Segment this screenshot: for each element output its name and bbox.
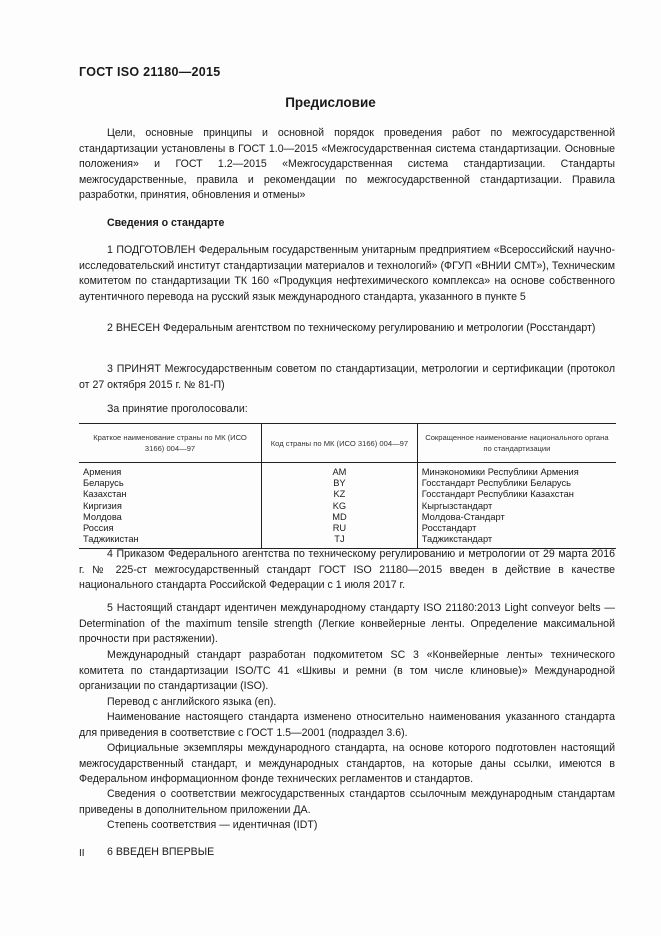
standards-body: Молдова-Стандарт (417, 512, 616, 523)
standards-body: Госстандарт Республики Казахстан (417, 489, 616, 500)
country-name: Таджикистан (79, 534, 262, 549)
table-row (79, 523, 616, 534)
country-name: Россия (83, 523, 114, 534)
paragraph-5f: Степень соответствия — идентичная (IDT) (107, 819, 318, 831)
country-name: Киргизия (83, 500, 122, 511)
country-code: BY (262, 478, 418, 489)
voting-table (79, 423, 616, 549)
table-row (79, 512, 616, 523)
paragraph-5b: Перевод с английского языка (en). (107, 696, 277, 708)
page-number: II (79, 848, 85, 859)
paragraph-4: 4 Приказом Федерального агентства по техническому регулированию и метрологии от 29 марта 2016 г. № 225-ст межгосударственный стандарт ГОСТ ISO 21180—2015 введен в действие в качестве национального стандарта Российской Федерации с 1 июля 2017 г. (79, 548, 615, 592)
table-header-cell: Краткое наименование страны по МК (ИСО 3166) 004—97 (79, 424, 262, 463)
standards-body: Госстандарт Республики Беларусь (417, 478, 616, 489)
country-name: Армения (83, 467, 122, 477)
paragraph-6: 6 ВВЕДЕН ВПЕРВЫЕ (107, 846, 215, 858)
country-code: TJ (262, 534, 418, 549)
country-name: Казахстан (83, 489, 127, 500)
table-row (79, 501, 616, 512)
table-row (79, 489, 616, 500)
paragraph-2: 2 ВНЕСЕН Федеральным агентством по техническому регулированию и метрологии (Росстандарт) (107, 322, 596, 334)
table-header-cell: Код страны по МК (ИСО 3166) 004—97 (262, 424, 418, 463)
country-code: RU (262, 523, 418, 534)
country-name: Молдова (83, 511, 122, 522)
country-code: KZ (262, 489, 418, 500)
paragraph-5e: Сведения о соответствии межгосударственных стандартов ссылочным международным стандартам приведены в дополнительном приложении ДА. (79, 788, 615, 816)
voted-label: За принятие проголосовали: (107, 403, 248, 415)
document-header: ГОСТ ISO 21180—2015 (79, 65, 221, 79)
country-code: AM (262, 463, 418, 479)
standards-body: Кыргызстандарт (417, 501, 616, 512)
intro-paragraph: Цели, основные принципы и основной порядок проведения работ по межгосударственной стандартизации установлены в ГОСТ 1.0—2015 «Межгосударственная система стандартизации. Основные положения» и ГОСТ 1.2—2015 «Межгосударственная система стандартизации. Стандарты межгосударственные, правила и рекомендации по межгосударственной стандартизации. Правила разработки, принятия, обновления и отмены» (79, 127, 615, 202)
table-header-cell: Сокращенное наименование национального органа по стандартизации (417, 424, 616, 463)
table-row (79, 463, 616, 479)
standards-body: Росстандарт (417, 523, 616, 534)
table-row (79, 478, 616, 489)
paragraph-5a: Международный стандарт разработан подкомитетом SC 3 «Конвейерные ленты» технического комитета по стандартизации ISO/TC 41 «Шкивы и ремни (в том числе клиновые)» Международной организации по стандартизации (ISO). (79, 649, 615, 693)
country-code: KG (262, 501, 418, 512)
paragraph-5c: Наименование настоящего стандарта изменено относительно наименования указанного стандарта для приведения в соответствие с ГОСТ 1.5—2001 (подраздел 3.6). (79, 711, 615, 739)
page-title: Предисловие (285, 95, 376, 110)
paragraph-1: 1 ПОДГОТОВЛЕН Федеральным государственным унитарным предприятием «Всероссийский научно-исследовательский институт стандартизации материалов и технологий» (ФГУП «ВНИИ СМТ»), Техническим комитетом по стандартизации ТК 160 «Продукция нефтехимического комплекса» на основе собственного аутентичного перевода на русский язык международного стандарта, указанного в пункте 5 (79, 244, 615, 303)
subheading: Сведения о стандарте (107, 217, 225, 229)
country-code: MD (262, 512, 418, 523)
paragraph-3: 3 ПРИНЯТ Межгосударственным советом по стандартизации, метрологии и сертификации (протокол от 27 октября 2015 г. № 81-П) (79, 363, 615, 391)
standards-body: Таджикстандарт (417, 534, 616, 549)
country-name: Беларусь (83, 478, 124, 489)
standards-body: Минэкономики Республики Армения (417, 463, 616, 479)
paragraph-5: 5 Настоящий стандарт идентичен международному стандарту ISO 21180:2013 Light conveyor belts — Determination of the maximum tensile strength (Легкие конвейерные ленты. Определение максимальной прочности при растяжении). (79, 602, 615, 646)
table-header-row (79, 424, 616, 463)
paragraph-5d: Официальные экземпляры международного стандарта, на основе которого подготовлен настоящий межгосударственный стандарт, и международных стандартов, на которые даны ссылки, имеются в Федеральном информационном фонде технических регламентов и стандартов. (79, 742, 615, 786)
